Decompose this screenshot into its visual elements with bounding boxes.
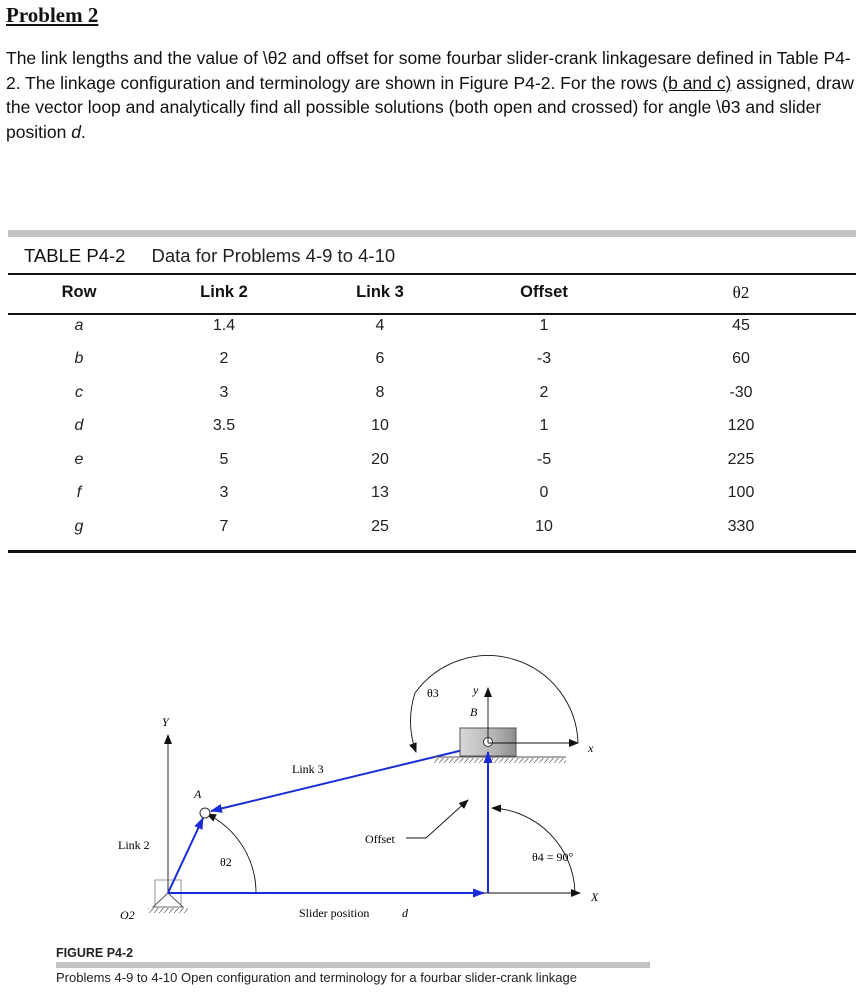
cell-link2: 7 [219,517,229,535]
row-label: g [74,517,84,535]
slider-position-label: Slider position [299,906,370,920]
link3-vector [211,744,488,811]
slider-variable: d [71,121,81,142]
pin-a [200,808,210,818]
link2-vector [168,818,203,893]
cell-offset: 1 [539,316,549,334]
cell-link3: 4 [375,316,385,334]
theta3-label: θ3 [427,686,439,700]
offset-label: Offset [365,832,395,846]
problem-text-part1: The link lengths and the value of \θ2 and offset for some fourbar slider-crank linkagesare defined in Table P4-2. The linkage configuration and terminology are shown in Figure P4-2. For the rows [6,48,851,93]
cell-link3: 20 [371,450,389,468]
cell-link3: 6 [375,350,385,368]
row-label: c [75,383,83,401]
cell-link2: 3 [219,484,229,502]
cell-link2: 5 [219,450,229,468]
cell-offset: 10 [535,517,553,535]
theta3-arc-end [411,693,416,752]
ground-hatch-o2 [148,908,188,913]
header-row: Row [61,283,97,301]
table-title: Data for Problems 4-9 to 4-10 [151,245,396,266]
table-label: TABLE P4-2 [24,245,126,266]
local-y-label: y [473,683,479,697]
row-label: e [74,450,84,468]
row-label: b [74,350,84,368]
cell-theta2: 225 [727,450,755,468]
cell-theta2: 100 [727,484,755,502]
figure-caption: Problems 4-9 to 4-10 Open configuration and terminology for a fourbar slider-crank linkage [56,970,577,985]
header-link2: Link 2 [200,283,248,301]
cell-link2: 3 [219,383,229,401]
cell-link2: 3.5 [212,417,236,435]
cell-offset: -3 [536,350,552,368]
cell-offset: 2 [539,383,549,401]
cell-theta2: 330 [727,517,755,535]
row-label: d [74,417,84,435]
cell-link3: 25 [371,517,389,535]
point-a-label: A [194,787,202,801]
cell-offset: -5 [536,450,552,468]
row-label: a [74,316,84,334]
assigned-rows: (b and c) [662,72,732,93]
problem-text-end: . [80,121,86,142]
cell-link3: 13 [371,484,389,502]
cell-link2: 2 [219,350,229,368]
ground-pivot [153,893,183,907]
figure-label: FIGURE P4-2 [56,946,134,960]
slider-ground-hatch [434,758,566,763]
figure-bar [56,962,650,968]
link2-label: Link 2 [118,838,150,852]
x-axis-label: X [591,890,599,904]
problem-text-part2: assigned, draw the vector loop and analytically find all possible solutions (both open and crossed) for angle \θ3 and slider position [6,72,854,142]
row-label: f [76,484,82,502]
offset-pointer [426,800,468,838]
cell-offset: 1 [539,417,549,435]
y-axis-label: Y [162,715,169,729]
cell-link3: 8 [375,383,385,401]
theta2-label: θ2 [220,855,232,869]
origin-label: O2 [120,908,135,922]
link3-label: Link 3 [292,762,324,776]
cell-link3: 10 [371,417,389,435]
d-label: d [402,906,408,920]
problem-title: Problem 2 [6,3,99,27]
cell-link2: 1.4 [212,316,236,334]
cell-theta2: 60 [732,350,750,368]
header-offset: Offset [520,283,568,301]
theta2-arc [207,814,256,893]
local-x-label: x [588,741,594,755]
header-theta2: θ2 [732,282,750,302]
header-link3: Link 3 [356,283,404,301]
cell-theta2: 120 [727,417,755,435]
cell-theta2: -30 [729,383,753,401]
theta4-label: θ4 = 90° [532,850,574,864]
cell-theta2: 45 [732,316,750,334]
cell-offset: 0 [539,484,549,502]
point-b-label: B [470,705,478,719]
